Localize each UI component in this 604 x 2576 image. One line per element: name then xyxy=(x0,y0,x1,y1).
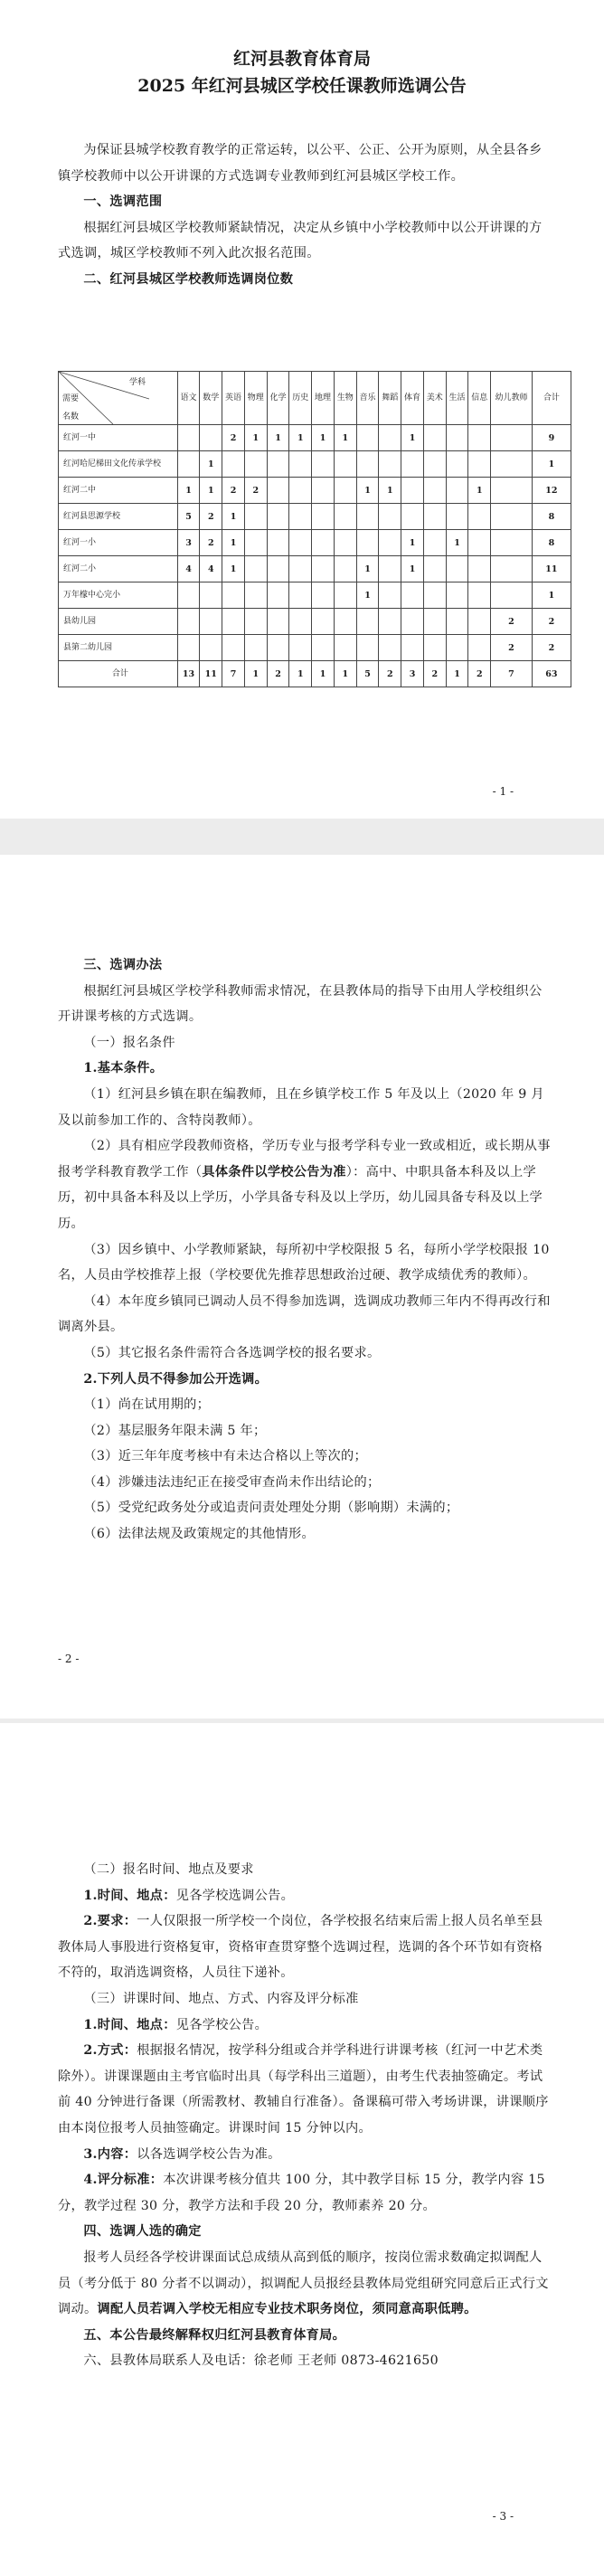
position-count-cell xyxy=(312,530,335,556)
scoring-text: 本次讲课考核分值共 100 分，其中教学目标 15 分，教学内容 15 分，教学过程 30 分，教学方法和手段 20 分，教师素养 20 分。 xyxy=(58,2173,545,2213)
position-count-cell: 1 xyxy=(446,661,468,687)
section-1-title: 一、选调范围 xyxy=(83,194,163,210)
exclusion-2: （2）基层服务年限未满 5 年； xyxy=(83,1423,267,1438)
position-count-cell: 1 xyxy=(267,425,289,451)
page-2 xyxy=(0,855,604,1719)
lecture-time-label: 1.时间、地点： xyxy=(83,2017,176,2032)
table-row xyxy=(59,425,571,451)
subject-header: 生活 xyxy=(446,372,468,425)
position-count-cell xyxy=(468,556,491,582)
position-count-cell: 2 xyxy=(491,609,533,635)
position-count-cell xyxy=(222,582,245,609)
subsection-3-title: （三）讲课时间、地点、方式、内容及评分标准 xyxy=(83,1991,359,2006)
position-count-cell xyxy=(289,504,312,530)
section-4-body xyxy=(58,2245,551,2323)
lecture-content-text: 以各选调学校公告为准。 xyxy=(137,2146,281,2162)
position-count-cell xyxy=(267,556,289,582)
condition-2-bold: 具体条件以学校公告为准 xyxy=(202,1164,346,1179)
position-count-cell xyxy=(267,504,289,530)
title-line-2: 2025 年红河县城区学校任课教师选调公告 xyxy=(137,76,467,96)
position-count-cell: 2 xyxy=(423,661,446,687)
position-count-cell xyxy=(468,425,491,451)
position-count-cell: 1 xyxy=(356,478,379,504)
position-count-cell xyxy=(491,425,533,451)
position-count-cell xyxy=(446,451,468,478)
position-count-cell xyxy=(468,582,491,609)
position-count-cell: 7 xyxy=(491,661,533,687)
school-name-cell: 县幼儿园 xyxy=(59,609,178,635)
position-count-cell: 1 xyxy=(532,451,571,478)
school-name-cell: 红河二小 xyxy=(59,556,178,582)
subject-header: 生物 xyxy=(334,372,356,425)
position-count-cell xyxy=(267,582,289,609)
position-count-cell xyxy=(334,582,356,609)
position-count-cell xyxy=(379,582,401,609)
position-count-cell: 11 xyxy=(532,556,571,582)
position-count-cell xyxy=(491,504,533,530)
position-count-cell xyxy=(491,582,533,609)
page-number-2: - 2 - xyxy=(58,1653,80,1665)
lecture-method-label: 2.方式： xyxy=(83,2043,137,2059)
time-place-line xyxy=(58,1883,551,1909)
position-count-cell xyxy=(446,504,468,530)
table-row xyxy=(59,478,571,504)
table-header-row xyxy=(59,372,571,425)
position-count-cell: 1 xyxy=(222,504,245,530)
position-count-cell xyxy=(177,582,200,609)
position-count-cell: 2 xyxy=(491,635,533,661)
position-count-cell xyxy=(334,556,356,582)
section-3-title: 三、选调办法 xyxy=(83,958,163,972)
position-count-cell xyxy=(446,582,468,609)
position-count-cell: 1 xyxy=(289,425,312,451)
position-count-cell xyxy=(267,451,289,478)
requirements-line xyxy=(58,1908,551,1986)
position-count-cell: 8 xyxy=(532,530,571,556)
table-body xyxy=(59,425,571,687)
condition-3: （3）因乡镇中、小学教师紧缺，每所初中学校限报 5 名，每所小学学校限报 10 名，人员由学校推荐上报（学校要优先推荐思想政治过硬、教学成绩优秀的教师）。 xyxy=(58,1242,550,1283)
position-count-cell xyxy=(312,635,335,661)
section-3-body: 根据红河县城区学校学科教师需求情况，在县教体局的指导下由用人学校组织公开讲课考核的方式选调。 xyxy=(58,983,543,1025)
position-count-cell: 63 xyxy=(532,661,571,687)
lecture-method-text: 根据报名情况，按学科分组或合并学科进行讲课考核（红河一中艺术类除外）。讲课课题由主考官临时出具（每学科出三道题），由考生代表抽签确定。考试前 40 分钟进行备课（所需教材、教辅自行准备）。备课稿可带入考场讲课，讲课顺序由本岗位报考人员抽签确定。讲课时间 15 分钟以内。 xyxy=(58,2043,549,2136)
exclusion-title: 2.下列人员不得参加公开选调。 xyxy=(83,1371,269,1387)
time-place-label: 1.时间、地点： xyxy=(83,1888,176,1903)
position-count-cell: 7 xyxy=(222,661,245,687)
subject-header: 信息 xyxy=(468,372,491,425)
position-count-cell xyxy=(334,504,356,530)
position-count-cell xyxy=(423,609,446,635)
position-count-cell xyxy=(244,582,267,609)
corner-label-count: 名数 xyxy=(62,412,80,421)
condition-5: （5）其它报名条件需符合各选调学校的报名要求。 xyxy=(83,1345,381,1360)
page-1 xyxy=(0,0,604,819)
title-line-1: 红河县教育体育局 xyxy=(232,49,371,69)
position-count-cell: 1 xyxy=(401,425,424,451)
subject-header: 舞蹈 xyxy=(379,372,401,425)
time-place-text: 见各学校选调公告。 xyxy=(175,1888,295,1903)
school-name-cell: 红河一小 xyxy=(59,530,178,556)
position-count-cell xyxy=(312,556,335,582)
position-count-cell: 2 xyxy=(222,478,245,504)
position-count-cell xyxy=(334,609,356,635)
position-count-cell: 1 xyxy=(401,556,424,582)
position-count-cell xyxy=(200,425,222,451)
position-count-cell: 1 xyxy=(244,661,267,687)
exclusion-6: （6）法律法规及政策规定的其他情形。 xyxy=(83,1527,316,1542)
position-count-cell xyxy=(468,451,491,478)
position-count-cell: 1 xyxy=(177,478,200,504)
position-count-cell xyxy=(177,451,200,478)
position-count-cell xyxy=(423,582,446,609)
lecture-method-line xyxy=(58,2038,551,2141)
position-count-cell: 1 xyxy=(289,661,312,687)
position-count-cell: 1 xyxy=(312,425,335,451)
position-count-cell: 1 xyxy=(379,478,401,504)
position-count-cell xyxy=(356,609,379,635)
requirements-text: 一人仅限报一所学校一个岗位，各学校报名结束后需上报人员名单至县教体局人事股进行资格复审，资格审查贯穿整个选调过程，选调的各个环节如有资格不符的，取消选调资格，人员往下递补。 xyxy=(58,1914,543,1981)
position-count-cell: 3 xyxy=(177,530,200,556)
position-count-cell: 2 xyxy=(200,504,222,530)
position-count-cell xyxy=(401,635,424,661)
position-count-cell xyxy=(289,609,312,635)
school-name-cell: 红河县思源学校 xyxy=(59,504,178,530)
position-count-cell: 2 xyxy=(267,661,289,687)
section-4-bold: 调配人员若调入学校无相应专业技术职务岗位，须同意高职低聘。 xyxy=(97,2302,477,2317)
position-count-cell xyxy=(177,609,200,635)
table-row xyxy=(59,609,571,635)
condition-2 xyxy=(58,1133,551,1236)
position-count-cell: 1 xyxy=(356,582,379,609)
position-count-cell xyxy=(423,504,446,530)
subject-header: 物理 xyxy=(244,372,267,425)
position-count-cell xyxy=(312,504,335,530)
requirements-label: 2.要求： xyxy=(83,1914,137,1929)
subject-header: 幼儿教师 xyxy=(491,372,533,425)
position-count-cell: 1 xyxy=(222,530,245,556)
lecture-content-label: 3.内容： xyxy=(83,2146,137,2162)
table-row xyxy=(59,451,571,478)
position-count-cell xyxy=(334,451,356,478)
position-count-cell xyxy=(244,556,267,582)
subject-header: 化学 xyxy=(267,372,289,425)
position-count-cell: 1 xyxy=(532,582,571,609)
position-count-cell xyxy=(468,635,491,661)
condition-2-text-a: （2）具有相应学段教师资格，学历专业与报考学科专业一致或相近，或长期从事报考学科教育教学工作（ xyxy=(58,1139,551,1179)
position-count-cell xyxy=(379,451,401,478)
position-count-cell: 9 xyxy=(532,425,571,451)
position-count-cell: 8 xyxy=(532,504,571,530)
position-count-cell xyxy=(267,635,289,661)
position-count-cell xyxy=(289,478,312,504)
position-count-cell xyxy=(312,451,335,478)
position-count-cell: 1 xyxy=(312,661,335,687)
condition-2-text-b: ）：高中、中职具备本科及以上学历，初中具备本科及以上学历，小学具备专科及以上学历，幼儿园具备专科及以上学历。 xyxy=(58,1164,543,1231)
position-count-cell xyxy=(244,609,267,635)
subject-header: 地理 xyxy=(312,372,335,425)
position-count-cell xyxy=(267,478,289,504)
page3-body xyxy=(58,1857,551,2374)
position-count-cell xyxy=(446,609,468,635)
position-count-cell xyxy=(244,635,267,661)
position-count-cell xyxy=(356,530,379,556)
position-count-cell xyxy=(446,478,468,504)
position-count-cell xyxy=(468,530,491,556)
position-count-cell xyxy=(446,556,468,582)
position-count-cell xyxy=(379,556,401,582)
exclusion-1: （1）尚在试用期的； xyxy=(83,1397,211,1413)
school-name-cell: 万年檬中心完小 xyxy=(59,582,178,609)
position-count-cell xyxy=(312,609,335,635)
subject-header: 体育 xyxy=(401,372,424,425)
position-count-cell: 3 xyxy=(401,661,424,687)
position-count-cell xyxy=(356,425,379,451)
position-count-cell xyxy=(334,478,356,504)
position-count-cell: 1 xyxy=(200,451,222,478)
position-count-cell: 1 xyxy=(222,556,245,582)
subject-header: 美术 xyxy=(423,372,446,425)
position-count-cell xyxy=(177,425,200,451)
position-count-cell xyxy=(289,635,312,661)
scoring-label: 4.评分标准： xyxy=(83,2173,164,2188)
table-row xyxy=(59,530,571,556)
position-count-cell xyxy=(379,504,401,530)
position-count-cell: 4 xyxy=(200,556,222,582)
position-count-cell xyxy=(244,504,267,530)
subject-header: 英语 xyxy=(222,372,245,425)
position-count-cell xyxy=(312,478,335,504)
exclusion-3: （3）近三年年度考核中有未达合格以上等次的； xyxy=(83,1449,367,1464)
school-name-cell: 红河哈尼梯田文化传承学校 xyxy=(59,451,178,478)
position-count-cell xyxy=(423,425,446,451)
position-count-cell xyxy=(401,478,424,504)
position-count-cell xyxy=(379,635,401,661)
position-count-cell xyxy=(401,609,424,635)
position-count-cell xyxy=(446,635,468,661)
position-count-cell xyxy=(222,609,245,635)
table-row xyxy=(59,582,571,609)
subject-header: 语文 xyxy=(177,372,200,425)
position-count-cell xyxy=(200,609,222,635)
position-count-cell xyxy=(200,635,222,661)
position-count-cell xyxy=(423,530,446,556)
position-count-cell: 2 xyxy=(468,661,491,687)
section-6-contact: 六、县教体局联系人及电话：徐老师 王老师 0873-4621650 xyxy=(83,2353,439,2369)
position-count-cell xyxy=(289,451,312,478)
exclusion-5: （5）受党纪政务处分或追责问责处理处分期（影响期）未满的； xyxy=(83,1501,459,1516)
subsection-2-title: （二）报名时间、地点及要求 xyxy=(83,1862,254,1877)
table-row xyxy=(59,661,571,687)
position-count-cell xyxy=(401,451,424,478)
position-count-cell: 1 xyxy=(468,478,491,504)
lecture-time-text: 见各学校公告。 xyxy=(175,2017,269,2032)
position-count-cell xyxy=(356,504,379,530)
subject-header: 合计 xyxy=(532,372,571,425)
section-4-text: 报考人员经各学校讲课面试总成绩从高到低的顺序，按岗位需求数确定拟调配人员（考分低于 80 分者不以调动），拟调配人员报经县教体局党组研究同意后正式行文调动。 xyxy=(58,2249,549,2317)
position-count-cell xyxy=(446,425,468,451)
position-count-cell xyxy=(468,609,491,635)
position-count-cell xyxy=(491,556,533,582)
position-count-cell: 1 xyxy=(356,556,379,582)
school-name-cell: 红河二中 xyxy=(59,478,178,504)
position-count-cell: 11 xyxy=(200,661,222,687)
position-count-cell: 1 xyxy=(446,530,468,556)
position-count-cell: 5 xyxy=(177,504,200,530)
position-count-cell xyxy=(356,451,379,478)
position-count-cell xyxy=(267,609,289,635)
subject-header: 历史 xyxy=(289,372,312,425)
school-name-cell: 红河一中 xyxy=(59,425,178,451)
table-row xyxy=(59,504,571,530)
position-count-cell xyxy=(312,582,335,609)
page-number-3: - 3 - xyxy=(492,2510,514,2523)
position-count-cell xyxy=(401,504,424,530)
section-1-body: 根据红河县城区学校教师紧缺情况，决定从乡镇中小学校教师中以公开讲课的方式选调，城区学校教师不列入此次报名范围。 xyxy=(58,220,543,261)
page-3 xyxy=(0,1723,604,2576)
school-name-cell: 县第二幼儿园 xyxy=(59,635,178,661)
position-count-cell: 13 xyxy=(177,661,200,687)
position-count-cell: 5 xyxy=(356,661,379,687)
position-count-cell: 1 xyxy=(244,425,267,451)
table-row xyxy=(59,635,571,661)
position-count-cell xyxy=(334,530,356,556)
scoring-line xyxy=(58,2167,551,2219)
subsection-1-title: （一）报名条件 xyxy=(83,1035,175,1050)
position-count-cell xyxy=(379,425,401,451)
position-count-cell: 1 xyxy=(334,425,356,451)
position-count-cell xyxy=(267,530,289,556)
positions-table xyxy=(58,371,571,687)
position-count-cell: 2 xyxy=(244,478,267,504)
position-count-cell xyxy=(334,635,356,661)
intro-paragraph: 为保证县城学校教育教学的正常运转，以公平、公正、公开为原则，从全县各乡镇学校教师中以公开讲课的方式选调专业教师到红河县城区学校工作。 xyxy=(58,143,543,184)
page-number-1: - 1 - xyxy=(492,785,514,798)
position-count-cell xyxy=(244,451,267,478)
basic-conditions-title: 1.基本条件。 xyxy=(83,1061,164,1076)
position-count-cell xyxy=(289,582,312,609)
position-count-cell xyxy=(289,556,312,582)
position-count-cell xyxy=(491,530,533,556)
position-count-cell xyxy=(379,530,401,556)
table-row xyxy=(59,556,571,582)
position-count-cell xyxy=(423,635,446,661)
lecture-content-line xyxy=(58,2142,551,2168)
position-count-cell: 4 xyxy=(177,556,200,582)
position-count-cell xyxy=(401,582,424,609)
exclusion-4: （4）涉嫌违法违纪正在接受审查尚未作出结论的； xyxy=(83,1474,381,1490)
section-5: 五、本公告最终解释权归红河县教育体育局。 xyxy=(83,2327,346,2343)
section-2-title: 二、红河县城区学校教师选调岗位数 xyxy=(83,271,294,287)
corner-label-subject: 学科 xyxy=(128,378,146,387)
position-count-cell: 2 xyxy=(532,609,571,635)
position-count-cell: 2 xyxy=(379,661,401,687)
condition-1: （1）红河县乡镇在职在编教师，且在乡镇学校工作 5 年及以上（2020 年 9 月及以前参加工作的、含特岗教师）。 xyxy=(58,1086,544,1128)
position-count-cell xyxy=(379,609,401,635)
school-name-cell: 合计 xyxy=(59,661,178,687)
page1-body xyxy=(58,137,551,293)
position-count-cell xyxy=(491,451,533,478)
position-count-cell: 2 xyxy=(200,530,222,556)
condition-4: （4）本年度乡镇同已调动人员不得参加选调，选调成功教师三年内不得再改行和调离外县。 xyxy=(58,1293,551,1335)
position-count-cell: 12 xyxy=(532,478,571,504)
subject-header: 音乐 xyxy=(356,372,379,425)
position-count-cell: 1 xyxy=(200,478,222,504)
corner-label-need: 需要 xyxy=(62,394,80,403)
position-count-cell: 1 xyxy=(401,530,424,556)
position-count-cell xyxy=(423,556,446,582)
position-count-cell xyxy=(356,635,379,661)
position-count-cell xyxy=(468,504,491,530)
subject-header: 数学 xyxy=(200,372,222,425)
position-count-cell xyxy=(244,530,267,556)
lecture-time-line xyxy=(58,2012,551,2039)
position-count-cell xyxy=(200,582,222,609)
position-count-cell: 2 xyxy=(532,635,571,661)
table-corner-cell xyxy=(59,372,178,425)
position-count-cell xyxy=(423,451,446,478)
position-count-cell xyxy=(177,635,200,661)
page2-body xyxy=(58,952,551,1548)
position-count-cell xyxy=(423,478,446,504)
position-count-cell xyxy=(222,635,245,661)
position-count-cell xyxy=(289,530,312,556)
section-4-title: 四、选调人选的确定 xyxy=(83,2224,202,2240)
position-count-cell xyxy=(222,451,245,478)
position-count-cell: 2 xyxy=(222,425,245,451)
position-count-cell xyxy=(491,478,533,504)
position-count-cell: 1 xyxy=(334,661,356,687)
